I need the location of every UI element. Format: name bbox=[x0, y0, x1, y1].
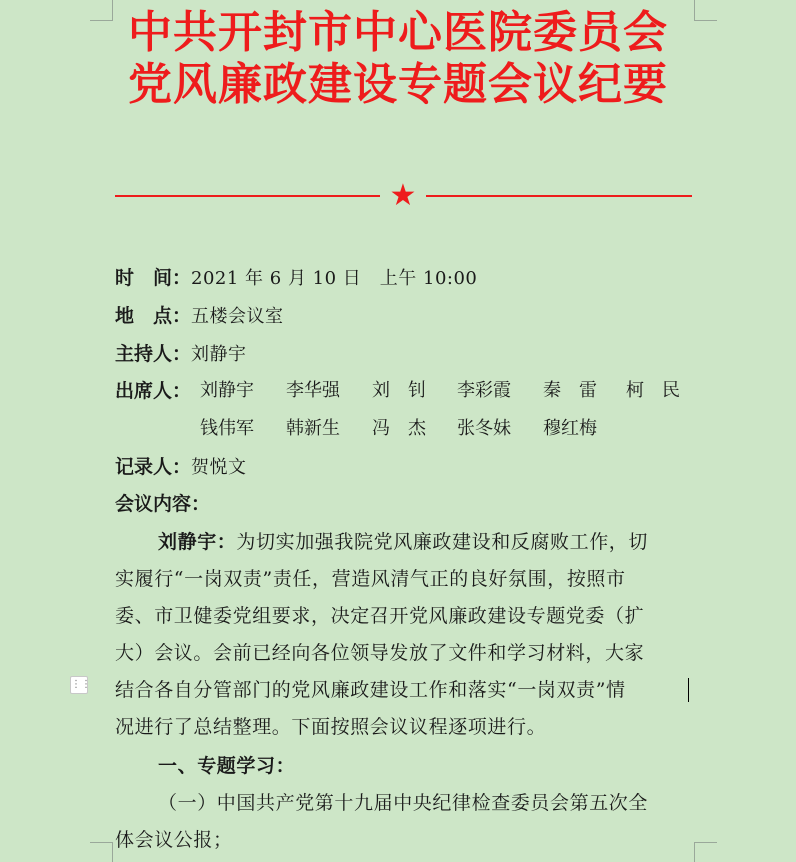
meta-place bbox=[115, 304, 284, 329]
attendee-name: 秦 雷 bbox=[543, 380, 597, 401]
recorder-value: 贺悦文 bbox=[191, 457, 247, 478]
attendee-name: 柯 民 bbox=[626, 380, 680, 401]
attendee-name: 钱伟军 bbox=[200, 418, 254, 439]
meta-attendees bbox=[115, 379, 191, 403]
attendee-name: 李华强 bbox=[286, 380, 340, 401]
document-title-line2: 党风廉政建设专题会议纪要 bbox=[128, 59, 668, 110]
meta-recorder bbox=[115, 455, 247, 480]
text-cursor bbox=[688, 678, 689, 702]
section-heading: 一、专题学习： bbox=[158, 755, 296, 777]
body-line: 大）会议。会前已经向各位领导发放了文件和学习材料，大家 bbox=[115, 642, 645, 664]
host-label: 主持人： bbox=[115, 343, 192, 365]
body-line: 委、市卫健委党组要求，决定召开党风廉政建设专题党委（扩 bbox=[115, 605, 645, 627]
meta-content bbox=[115, 492, 210, 516]
body-line-text: 为切实加强我院党风廉政建设和反腐败工作，切 bbox=[236, 531, 649, 553]
attendee-name: 张冬妹 bbox=[457, 418, 511, 439]
agenda-item-line: 体会议公报； bbox=[115, 829, 233, 851]
place-value: 五楼会议室 bbox=[191, 306, 284, 327]
host-value: 刘静宇 bbox=[191, 344, 247, 365]
attendee-name: 李彩霞 bbox=[457, 380, 511, 401]
attendees-label: 出席人： bbox=[115, 380, 192, 402]
body-line bbox=[158, 530, 698, 554]
attendee-name: 穆红梅 bbox=[543, 418, 597, 439]
page-corner-mark bbox=[90, 842, 113, 862]
agenda-item-line: （一）中国共产党第十九届中央纪律检查委员会第五次全 bbox=[158, 792, 649, 814]
attendee-name: 韩新生 bbox=[286, 418, 340, 439]
attendee-name: 刘静宇 bbox=[200, 380, 254, 401]
red-divider-left bbox=[115, 195, 380, 197]
attendee-name: 冯 杰 bbox=[372, 418, 426, 439]
red-star-icon: ★ bbox=[389, 178, 417, 213]
document-title-line1: 中共开封市中心医院委员会 bbox=[128, 7, 668, 58]
body-line: 实履行“一岗双责”责任，营造风清气正的良好氛围，按照市 bbox=[115, 568, 626, 590]
meta-time bbox=[115, 266, 477, 291]
body-line: 况进行了总结整理。下面按照会议议程逐项进行。 bbox=[115, 716, 547, 738]
recorder-label: 记录人： bbox=[115, 456, 192, 478]
speaker-name: 刘静宇： bbox=[158, 531, 237, 553]
page-corner-mark bbox=[694, 842, 717, 862]
attendee-name: 刘 钊 bbox=[372, 380, 426, 401]
time-label: 时 间： bbox=[115, 267, 192, 289]
place-label: 地 点： bbox=[115, 305, 192, 327]
content-label: 会议内容： bbox=[115, 493, 211, 515]
meta-host bbox=[115, 342, 247, 367]
drag-handle-icon[interactable]: ⋮⋮ bbox=[70, 676, 88, 694]
red-divider-right bbox=[426, 195, 692, 197]
body-line: 结合各自分管部门的党风廉政建设工作和落实“一岗双责”情 bbox=[115, 679, 626, 701]
time-value: 2021 年 6 月 10 日 上午 10:00 bbox=[191, 268, 478, 289]
